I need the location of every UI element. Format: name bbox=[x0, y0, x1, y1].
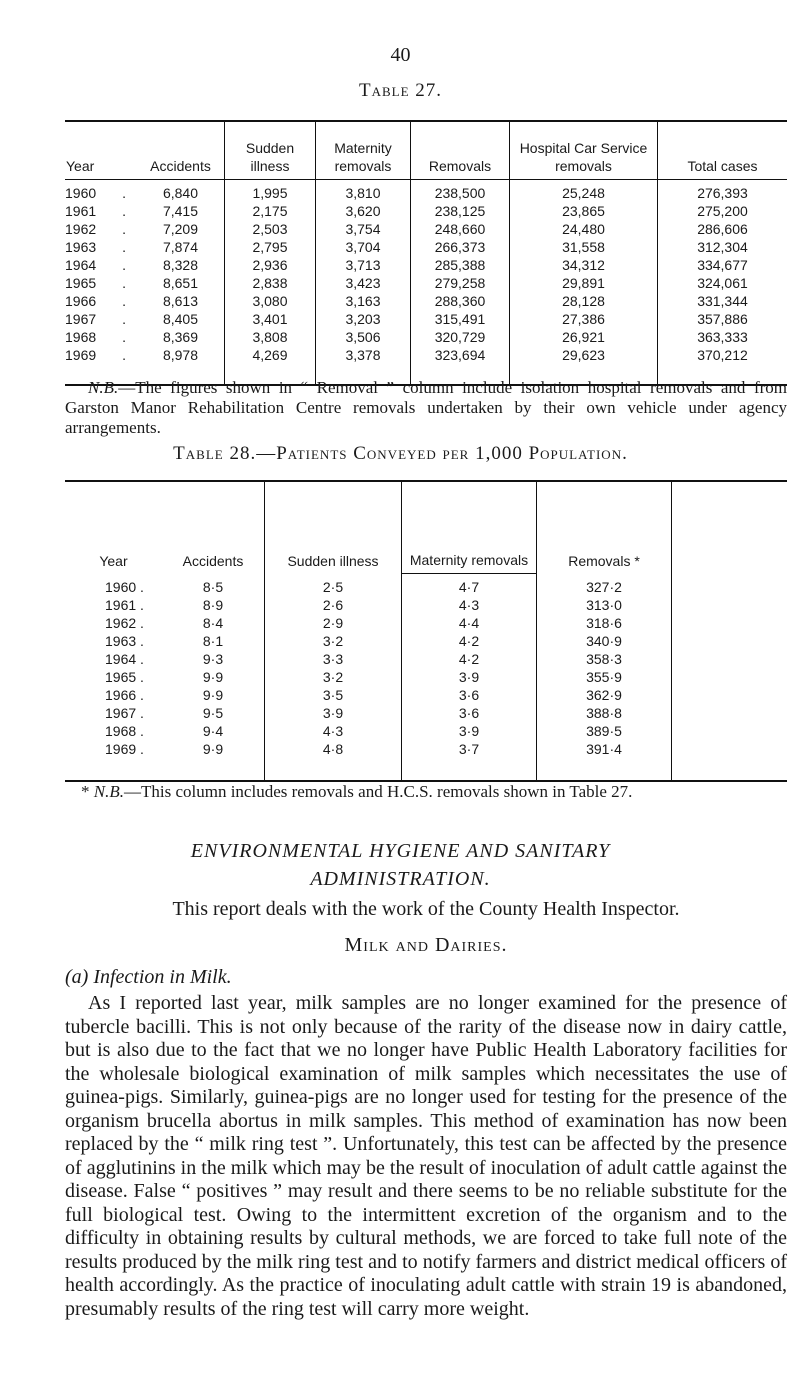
maternity-cell: 4·7 bbox=[402, 574, 537, 597]
blank-cell bbox=[672, 722, 788, 740]
hospital-car-cell: 29,891 bbox=[510, 274, 658, 292]
blank-cell bbox=[672, 686, 788, 704]
sudden-illness-cell: 4·3 bbox=[265, 722, 402, 740]
year-text: 1964 bbox=[65, 257, 97, 273]
maternity-cell: 3·9 bbox=[402, 668, 537, 686]
year-text: 1966 bbox=[65, 293, 97, 309]
accidents-cell: 8,328 bbox=[162, 257, 199, 273]
accidents-cell: 7,415 bbox=[162, 203, 199, 219]
accidents-cell: 8·1 bbox=[202, 633, 224, 649]
year-text: 1960 bbox=[65, 185, 97, 201]
column-header-accidents: Accidents bbox=[182, 552, 244, 569]
table-row bbox=[65, 740, 787, 781]
total-cell: 286,606 bbox=[658, 220, 788, 238]
table-row bbox=[65, 202, 787, 220]
column-header-removals: Removals * bbox=[537, 481, 672, 574]
year-cell bbox=[65, 256, 137, 274]
table-row bbox=[65, 180, 787, 203]
blank-cell bbox=[672, 704, 788, 722]
sudden-illness-cell: 2·6 bbox=[265, 596, 402, 614]
sudden-illness-cell: 1,995 bbox=[225, 180, 316, 203]
year-cell: 1968 . bbox=[105, 723, 144, 739]
item-label: (a) bbox=[65, 966, 89, 988]
table-28-title: Table 28.—Patients Conveyed per 1,000 Population. bbox=[173, 443, 628, 464]
table-header-row bbox=[65, 481, 787, 574]
sudden-illness-cell: 4·8 bbox=[265, 740, 402, 781]
maternity-cell: 3·6 bbox=[402, 686, 537, 704]
accidents-cell: 9·9 bbox=[202, 687, 224, 703]
removals-cell: 238,500 bbox=[411, 180, 510, 203]
sudden-illness-cell: 3·2 bbox=[265, 632, 402, 650]
sudden-illness-cell: 3,808 bbox=[225, 328, 316, 346]
note-label: N.B. bbox=[88, 378, 119, 397]
table-row bbox=[65, 704, 787, 722]
accidents-cell: 9·9 bbox=[202, 669, 224, 685]
table-27-note bbox=[65, 378, 787, 438]
removals-cell: 313·0 bbox=[537, 596, 672, 614]
maternity-cell: 3,203 bbox=[316, 310, 411, 328]
maternity-cell: 3·7 bbox=[402, 740, 537, 781]
maternity-cell: 4·3 bbox=[402, 596, 537, 614]
leader-dot: . bbox=[122, 257, 127, 273]
column-header-year: Year bbox=[65, 121, 137, 180]
sudden-illness-cell: 3,080 bbox=[225, 292, 316, 310]
table-27 bbox=[65, 120, 787, 386]
maternity-cell: 3,810 bbox=[316, 180, 411, 203]
hospital-car-cell: 29,623 bbox=[510, 346, 658, 385]
section-heading-line2: ADMINISTRATION. bbox=[310, 868, 491, 890]
table-row bbox=[65, 292, 787, 310]
column-header-sudden-illness: Sudden illness bbox=[225, 121, 316, 180]
blank-cell bbox=[672, 650, 788, 668]
sudden-illness-cell: 3·5 bbox=[265, 686, 402, 704]
body-paragraph: As I reported last year, milk samples are no longer examined for the presence of tubercle bacilli. This is not only because of the rarity of the disease now in dairy cattle, but is also due to the fact that we no longer have Public Health Laboratory facilities for the wholesale biological examination of milk samples which necessitates the use of guinea-pigs. Similarly, guinea-pigs are no longer used for testing for the presence of the organism brucella abortus in milk samples. This method of examination has now been replaced by the “ milk ring test ”. Unfortunately, this test can be affected by the presence of agglutinins in the milk which may be the result of inoculation of adult cattle against the disease. False “ positives ” may result and there seems to be no reliable substitute for the full biological test. Owing to the intermittent excretion of the organism and to the difficulty in obtaining results by cultural methods, we are forced to take full note of the results produced by the milk ring test and to notify farmers and district medical officers of health accordingly. As the practice of inoculating adult cattle with strain 19 is abandoned, presumably results of the ring test will carry more weight. bbox=[65, 992, 787, 1320]
hospital-car-cell: 27,386 bbox=[510, 310, 658, 328]
maternity-cell: 3,704 bbox=[316, 238, 411, 256]
blank-cell bbox=[672, 740, 788, 781]
accidents-cell: 8,651 bbox=[162, 275, 199, 291]
table-28-note bbox=[65, 782, 787, 802]
total-cell: 363,333 bbox=[658, 328, 788, 346]
maternity-cell: 3,506 bbox=[316, 328, 411, 346]
removals-cell: 320,729 bbox=[411, 328, 510, 346]
sudden-illness-cell: 3·3 bbox=[265, 650, 402, 668]
sudden-illness-cell: 3·2 bbox=[265, 668, 402, 686]
year-cell: 1962 . bbox=[105, 615, 144, 631]
year-text: 1962 bbox=[65, 221, 97, 237]
accidents-cell: 7,874 bbox=[162, 239, 199, 255]
year-text: 1967 bbox=[65, 311, 97, 327]
year-text: 1963 bbox=[65, 239, 97, 255]
removals-cell: 340·9 bbox=[537, 632, 672, 650]
total-cell: 276,393 bbox=[658, 180, 788, 203]
accidents-cell: 8·9 bbox=[202, 597, 224, 613]
sudden-illness-cell: 2·5 bbox=[265, 574, 402, 597]
maternity-cell: 3,378 bbox=[316, 346, 411, 385]
table-row bbox=[65, 328, 787, 346]
column-header-year: Year bbox=[99, 552, 128, 569]
table-row bbox=[65, 668, 787, 686]
total-cell: 312,304 bbox=[658, 238, 788, 256]
blank-cell bbox=[672, 632, 788, 650]
item-heading bbox=[65, 966, 787, 990]
column-header-maternity-removals: Maternity removals bbox=[316, 121, 411, 180]
leader-dot: . bbox=[122, 347, 127, 363]
year-cell: 1964 . bbox=[105, 651, 144, 667]
leader-dot: . bbox=[122, 203, 127, 219]
column-header-removals: Removals bbox=[411, 121, 510, 180]
accidents-cell: 9·3 bbox=[202, 651, 224, 667]
column-header-blank bbox=[672, 481, 788, 574]
year-cell bbox=[65, 274, 137, 292]
accidents-cell: 7,209 bbox=[162, 221, 199, 237]
maternity-cell: 3,163 bbox=[316, 292, 411, 310]
subheading: Milk and Dairies. bbox=[344, 934, 508, 956]
page-number: 40 bbox=[390, 44, 411, 66]
accidents-cell: 6,840 bbox=[162, 185, 199, 201]
column-header-hospital-car-service: Hospital Car Service removals bbox=[510, 121, 658, 180]
leader-dot: . bbox=[122, 221, 127, 237]
sudden-illness-cell: 2,503 bbox=[225, 220, 316, 238]
removals-cell: 391·4 bbox=[537, 740, 672, 781]
sudden-illness-cell: 2,175 bbox=[225, 202, 316, 220]
year-cell bbox=[65, 180, 137, 203]
year-cell: 1966 . bbox=[105, 687, 144, 703]
table-row bbox=[65, 310, 787, 328]
leader-dot: . bbox=[122, 275, 127, 291]
column-header-accidents: Accidents bbox=[137, 121, 225, 180]
maternity-cell: 3·6 bbox=[402, 704, 537, 722]
maternity-cell: 4·2 bbox=[402, 650, 537, 668]
leader-dot: . bbox=[122, 293, 127, 309]
maternity-cell: 4·2 bbox=[402, 632, 537, 650]
year-text: 1969 bbox=[65, 347, 97, 363]
removals-cell: 355·9 bbox=[537, 668, 672, 686]
total-cell: 357,886 bbox=[658, 310, 788, 328]
year-cell: 1963 . bbox=[105, 633, 144, 649]
total-cell: 334,677 bbox=[658, 256, 788, 274]
column-header-sudden-illness: Sudden illness bbox=[265, 481, 402, 574]
note-text: —The figures shown in “ Removal ” column include isolation hospital removals and from Garston Manor Rehabilitation Centre removals undertaken by their own vehicle under agency arrangements. bbox=[65, 378, 787, 437]
leader-dot: . bbox=[122, 185, 127, 201]
table-header-row bbox=[65, 121, 787, 180]
note-star: * bbox=[81, 782, 90, 801]
year-cell bbox=[65, 238, 137, 256]
leader-dot: . bbox=[122, 329, 127, 345]
accidents-cell: 9·4 bbox=[202, 723, 224, 739]
removals-cell: 288,360 bbox=[411, 292, 510, 310]
table-row bbox=[65, 256, 787, 274]
sudden-illness-cell: 2·9 bbox=[265, 614, 402, 632]
maternity-cell: 3,713 bbox=[316, 256, 411, 274]
year-cell: 1965 . bbox=[105, 669, 144, 685]
accidents-cell: 8·5 bbox=[202, 578, 224, 595]
column-header-maternity-removals: Maternity removals bbox=[402, 481, 537, 574]
table-row bbox=[65, 238, 787, 256]
sudden-illness-cell: 2,795 bbox=[225, 238, 316, 256]
leader-dot: . bbox=[122, 311, 127, 327]
removals-cell: 238,125 bbox=[411, 202, 510, 220]
year-cell: 1967 . bbox=[105, 705, 144, 721]
year-cell bbox=[65, 328, 137, 346]
maternity-cell: 3,620 bbox=[316, 202, 411, 220]
sudden-illness-cell: 3,401 bbox=[225, 310, 316, 328]
maternity-cell: 3,423 bbox=[316, 274, 411, 292]
hospital-car-cell: 28,128 bbox=[510, 292, 658, 310]
sudden-illness-cell: 2,838 bbox=[225, 274, 316, 292]
sudden-illness-cell: 2,936 bbox=[225, 256, 316, 274]
removals-cell: 248,660 bbox=[411, 220, 510, 238]
year-text: 1961 bbox=[65, 203, 97, 219]
hospital-car-cell: 23,865 bbox=[510, 202, 658, 220]
item-title: Infection in Milk. bbox=[93, 966, 232, 988]
accidents-cell: 8,978 bbox=[162, 347, 199, 363]
table-row bbox=[65, 650, 787, 668]
maternity-cell: 4·4 bbox=[402, 614, 537, 632]
total-cell: 331,344 bbox=[658, 292, 788, 310]
year-text: 1968 bbox=[65, 329, 97, 345]
table-row bbox=[65, 574, 787, 597]
table-row bbox=[65, 596, 787, 614]
removals-cell: 279,258 bbox=[411, 274, 510, 292]
sudden-illness-cell: 3·9 bbox=[265, 704, 402, 722]
removals-cell: 285,388 bbox=[411, 256, 510, 274]
total-cell: 324,061 bbox=[658, 274, 788, 292]
maternity-cell: 3·9 bbox=[402, 722, 537, 740]
year-text: 1965 bbox=[65, 275, 97, 291]
table-28 bbox=[65, 480, 787, 782]
intro-text: This report deals with the work of the County Health Inspector. bbox=[172, 898, 680, 920]
accidents-cell: 8,405 bbox=[162, 311, 199, 327]
removals-cell: 323,694 bbox=[411, 346, 510, 385]
blank-cell bbox=[672, 596, 788, 614]
blank-cell bbox=[672, 614, 788, 632]
table-row bbox=[65, 722, 787, 740]
accidents-cell: 8·4 bbox=[202, 615, 224, 631]
year-cell: 1961 . bbox=[105, 597, 144, 613]
maternity-cell: 3,754 bbox=[316, 220, 411, 238]
removals-cell: 388·8 bbox=[537, 704, 672, 722]
table-row bbox=[65, 686, 787, 704]
removals-cell: 358·3 bbox=[537, 650, 672, 668]
hospital-car-cell: 26,921 bbox=[510, 328, 658, 346]
table-27-title: Table 27. bbox=[358, 80, 443, 101]
blank-cell bbox=[672, 668, 788, 686]
table-row bbox=[65, 632, 787, 650]
removals-cell: 389·5 bbox=[537, 722, 672, 740]
year-cell bbox=[65, 220, 137, 238]
accidents-cell: 9·9 bbox=[202, 741, 224, 757]
accidents-cell: 9·5 bbox=[202, 705, 224, 721]
hospital-car-cell: 24,480 bbox=[510, 220, 658, 238]
year-cell bbox=[65, 202, 137, 220]
leader-dot: . bbox=[122, 239, 127, 255]
removals-cell: 315,491 bbox=[411, 310, 510, 328]
total-cell: 370,212 bbox=[658, 346, 788, 385]
accidents-cell: 8,613 bbox=[162, 293, 199, 309]
blank-cell bbox=[672, 574, 788, 597]
year-cell: 1969 . bbox=[105, 741, 144, 757]
note-label: N.B. bbox=[93, 782, 124, 801]
total-cell: 275,200 bbox=[658, 202, 788, 220]
removals-cell: 362·9 bbox=[537, 686, 672, 704]
removals-cell: 266,373 bbox=[411, 238, 510, 256]
year-cell: 1960 . bbox=[105, 578, 144, 595]
removals-cell: 318·6 bbox=[537, 614, 672, 632]
section-heading-line1: ENVIRONMENTAL HYGIENE AND SANITARY bbox=[190, 840, 611, 862]
sudden-illness-cell: 4,269 bbox=[225, 346, 316, 385]
table-row bbox=[65, 614, 787, 632]
note-text: —This column includes removals and H.C.S. removals shown in Table 27. bbox=[123, 782, 633, 801]
table-row bbox=[65, 274, 787, 292]
column-header-total-cases: Total cases bbox=[658, 121, 788, 180]
removals-cell: 327·2 bbox=[537, 574, 672, 597]
table-row bbox=[65, 220, 787, 238]
year-cell bbox=[65, 292, 137, 310]
accidents-cell: 8,369 bbox=[162, 329, 199, 345]
hospital-car-cell: 25,248 bbox=[510, 180, 658, 203]
hospital-car-cell: 34,312 bbox=[510, 256, 658, 274]
year-cell bbox=[65, 310, 137, 328]
hospital-car-cell: 31,558 bbox=[510, 238, 658, 256]
